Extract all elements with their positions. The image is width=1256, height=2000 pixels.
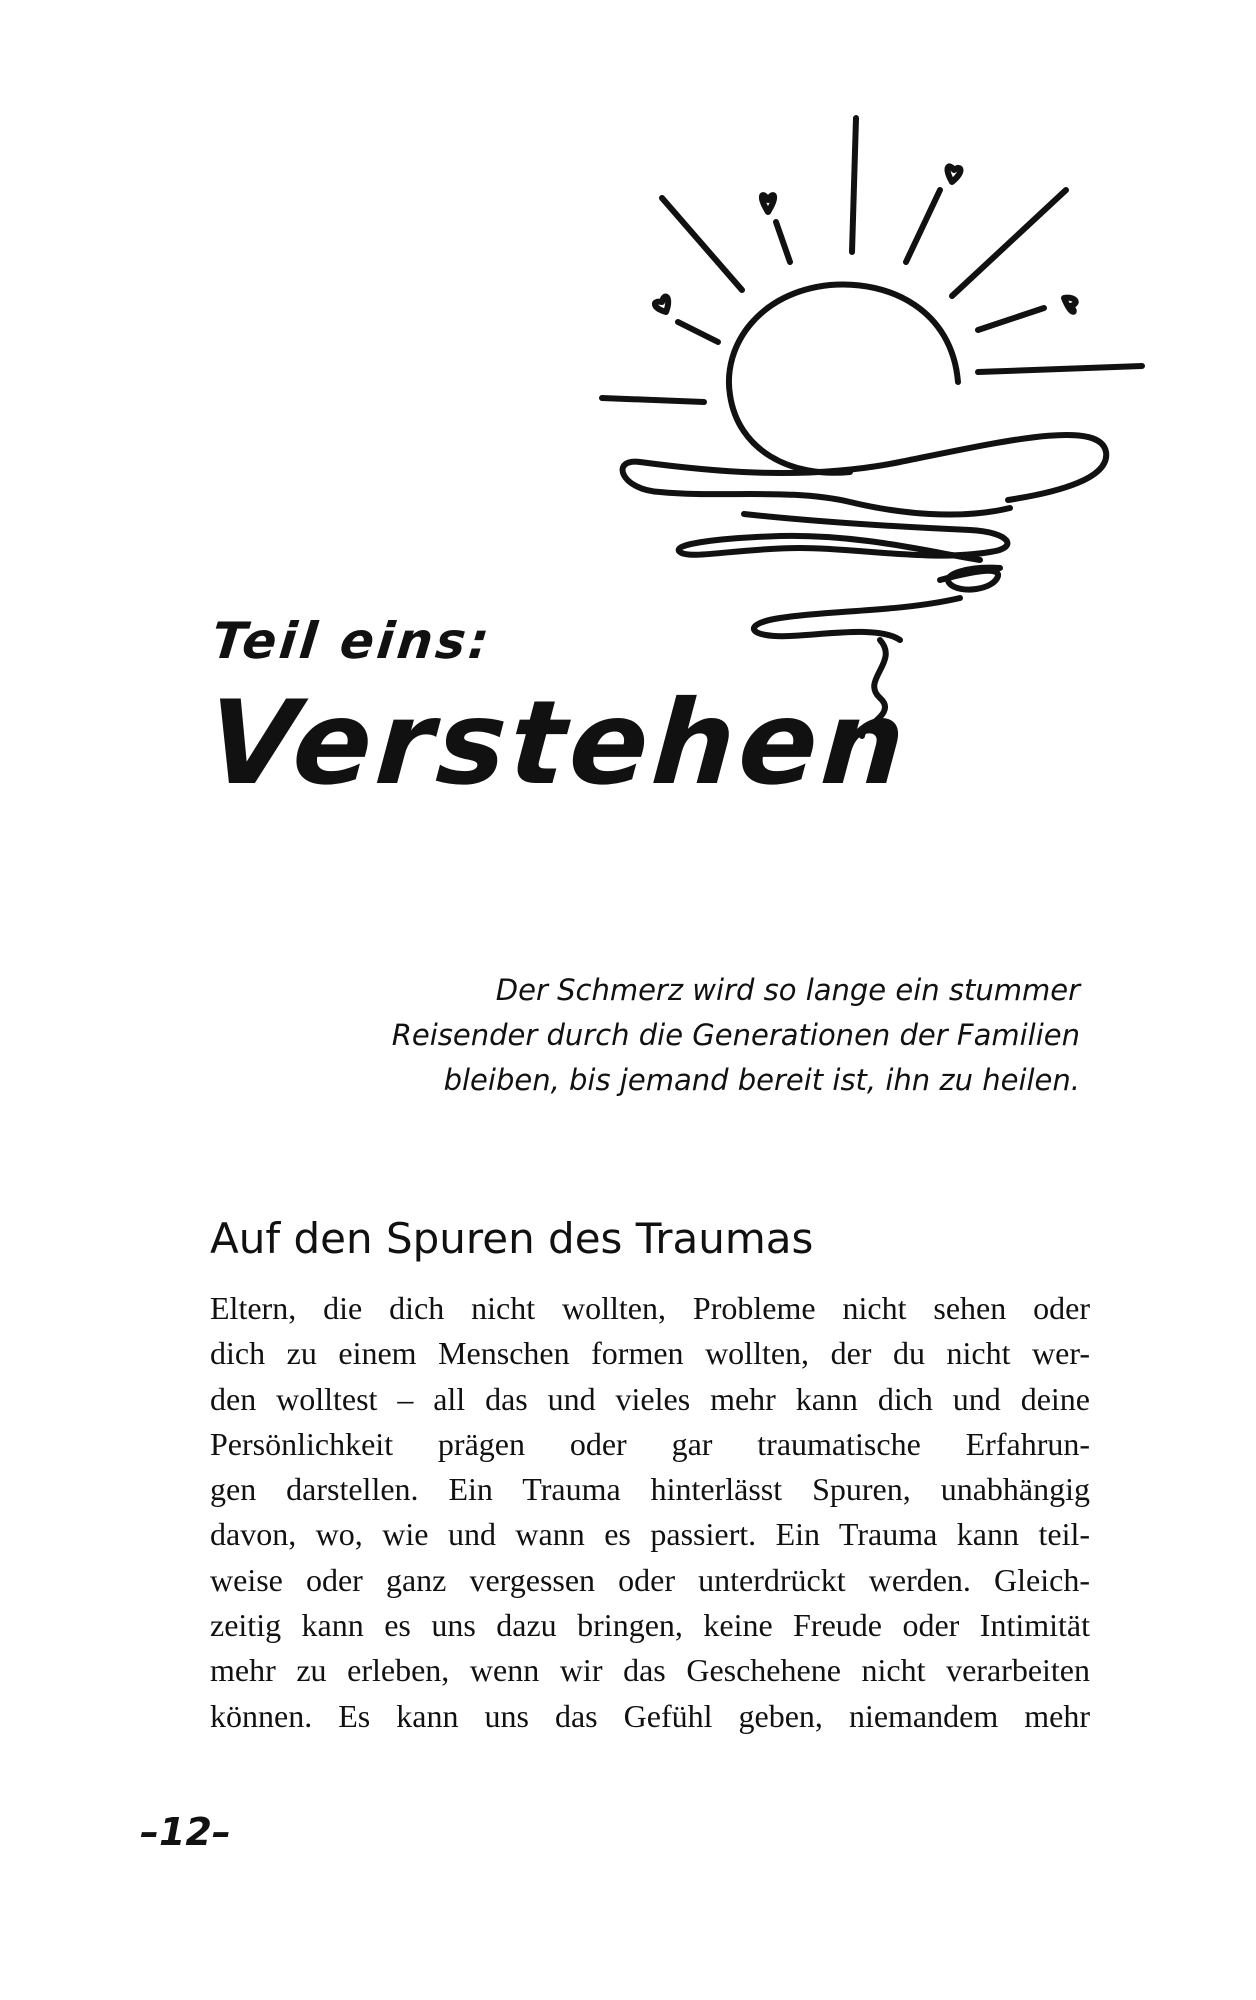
body-line: gen darstellen. Ein Trauma hinterlässt Spuren, unabhängig [210,1471,1090,1508]
body-line: Persönlichkeit prägen oder gar traumatische Erfahrun- [210,1425,1090,1462]
body-line: den wolltest – all das und vieles mehr kann dich und deine [210,1380,1090,1417]
body-paragraph [210,1286,1090,1739]
epigraph-line: Reisender durch die Generationen der Familien [391,1018,1080,1052]
epigraph-quote [300,968,1080,1103]
body-line: davon, wo, wie und wann es passiert. Ein Trauma kann teil- [210,1516,1090,1553]
epigraph-line: bleiben, bis jemand bereit ist, ihn zu heilen. [443,1063,1080,1097]
body-line: dich zu einem Menschen formen wollten, der du nicht wer- [210,1335,1090,1372]
body-line: mehr zu erleben, wenn wir das Geschehene nicht verarbeiten [210,1652,1090,1689]
epigraph-line: Der Schmerz wird so lange ein stummer [495,973,1080,1007]
part-label: Teil eins: [208,612,495,670]
body-line: Eltern, die dich nicht wollten, Probleme nicht sehen oder [210,1290,1090,1326]
sunset-over-water-icon [590,110,1150,750]
body-line: weise oder ganz vergessen oder unterdrückt werden. Gleich- [210,1561,1090,1598]
section-heading: Auf den Spuren des Traumas [210,1214,814,1263]
body-line: zeitig kann es uns dazu bringen, keine Freude oder Intimität [210,1607,1090,1644]
page-number: –12– [140,1810,231,1854]
body-line: können. Es kann uns das Gefühl geben, niemandem mehr [210,1697,1090,1734]
part-title: Verstehen [203,676,913,811]
